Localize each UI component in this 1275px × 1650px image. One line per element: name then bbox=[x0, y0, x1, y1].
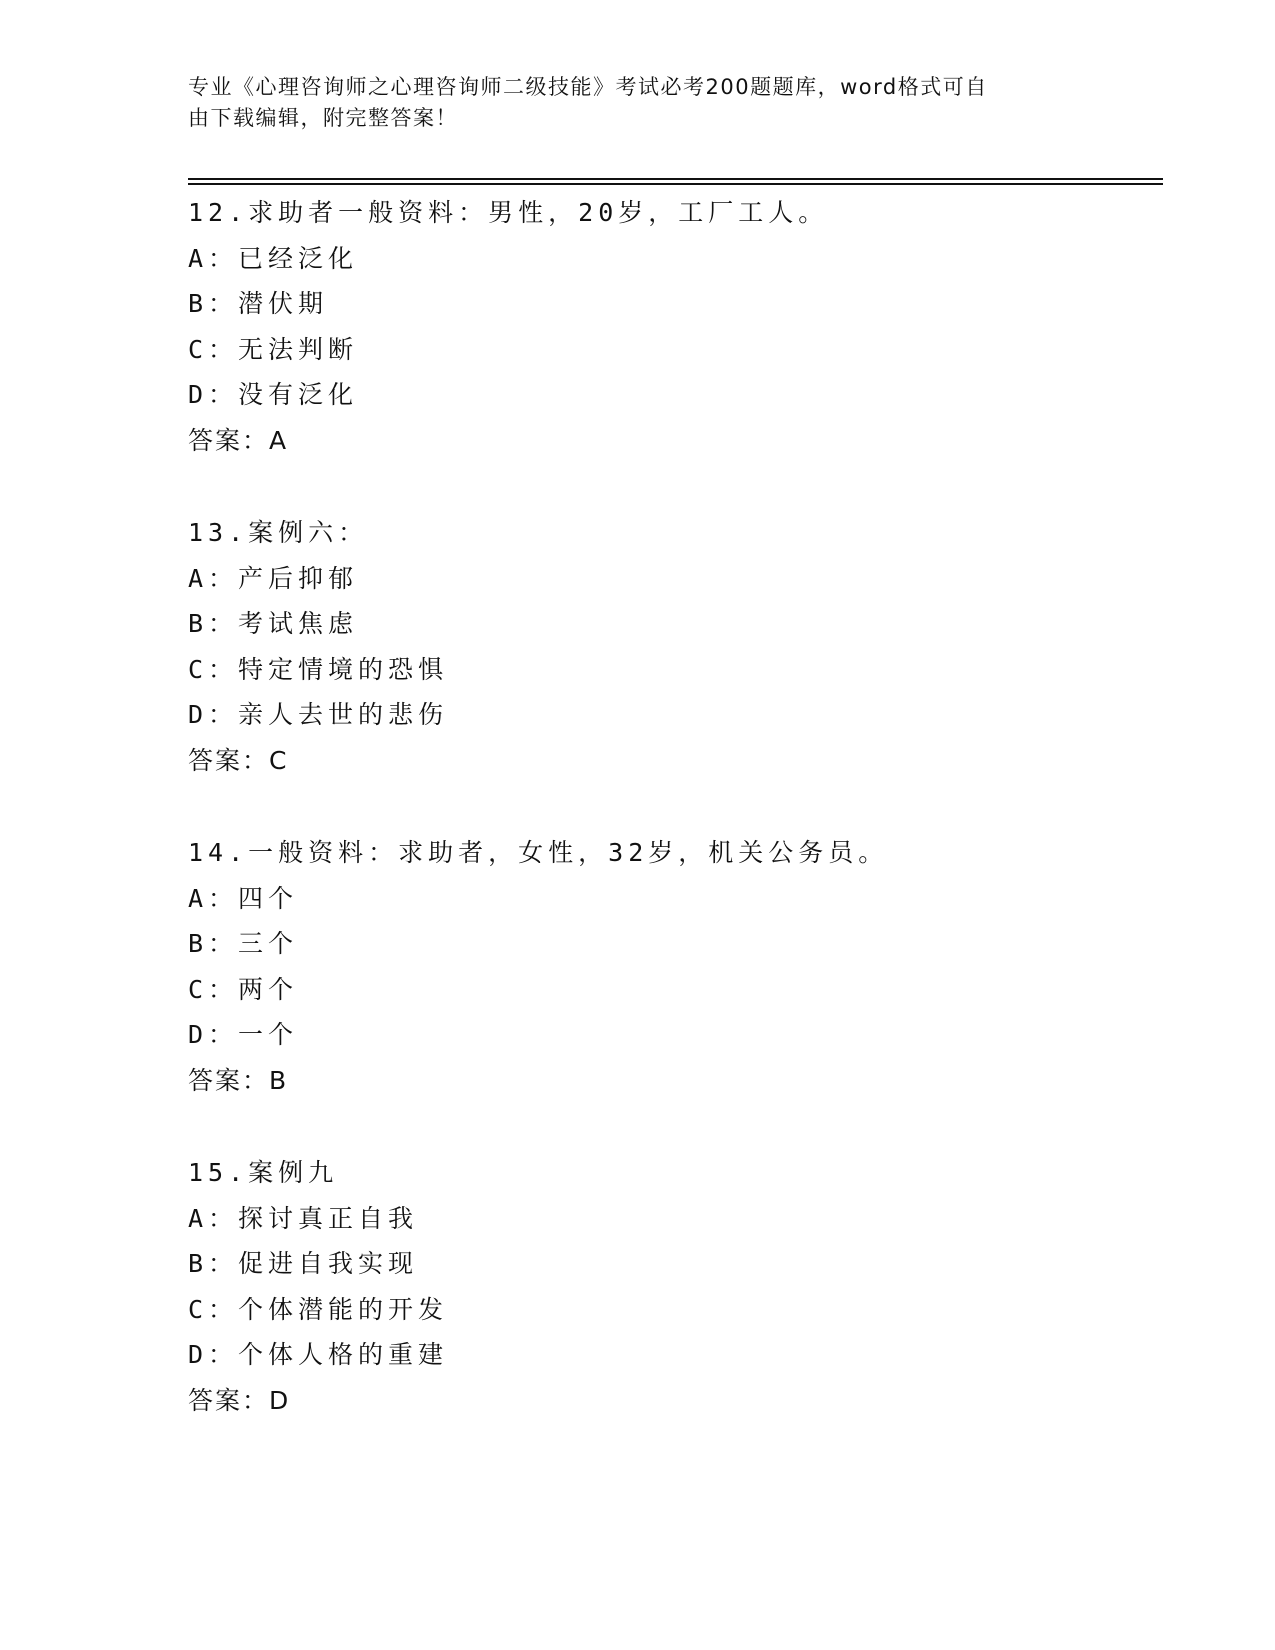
option-a: A：产后抑郁 bbox=[188, 563, 359, 593]
option-d: D：一个 bbox=[188, 1020, 299, 1049]
option-a: A：已经泛化 bbox=[188, 243, 359, 273]
question-12 bbox=[188, 190, 1148, 463]
option-b: B：潜伏期 bbox=[188, 289, 329, 318]
option-d: D：没有泛化 bbox=[188, 380, 359, 409]
question-15 bbox=[188, 1150, 1148, 1423]
option-b: B：促进自我实现 bbox=[188, 1249, 419, 1278]
header-line-2: 由下载编辑，附完整答案！ bbox=[188, 106, 458, 130]
option-c: C：无法判断 bbox=[188, 334, 359, 364]
header-divider-top bbox=[188, 178, 1163, 180]
question-13 bbox=[188, 510, 1148, 783]
option-a: A：探讨真正自我 bbox=[188, 1203, 419, 1233]
answer-line: 答案：C bbox=[188, 745, 289, 775]
question-stem: 15.案例九 bbox=[188, 1158, 339, 1187]
option-b: B：考试焦虑 bbox=[188, 609, 359, 638]
header-line-1: 专业《心理咨询师之心理咨询师二级技能》考试必考200题题库，word格式可自 bbox=[188, 75, 988, 99]
option-c: C：特定情境的恐惧 bbox=[188, 654, 449, 684]
option-b: B：三个 bbox=[188, 929, 299, 958]
header-divider-bottom bbox=[188, 183, 1163, 185]
question-14 bbox=[188, 830, 1148, 1103]
answer-line: 答案：D bbox=[188, 1385, 291, 1415]
question-stem: 13.案例六： bbox=[188, 518, 369, 547]
option-d: D：亲人去世的悲伤 bbox=[188, 700, 449, 729]
option-a: A：四个 bbox=[188, 883, 299, 913]
question-stem: 12.求助者一般资料：男性，20岁，工厂工人。 bbox=[188, 198, 829, 227]
question-stem: 14.一般资料：求助者，女性，32岁，机关公务员。 bbox=[188, 838, 889, 867]
answer-line: 答案：A bbox=[188, 425, 289, 455]
option-c: C：个体潜能的开发 bbox=[188, 1294, 449, 1324]
answer-line: 答案：B bbox=[188, 1065, 289, 1095]
option-c: C：两个 bbox=[188, 974, 299, 1004]
option-d: D：个体人格的重建 bbox=[188, 1340, 449, 1369]
document-header bbox=[188, 72, 1068, 134]
